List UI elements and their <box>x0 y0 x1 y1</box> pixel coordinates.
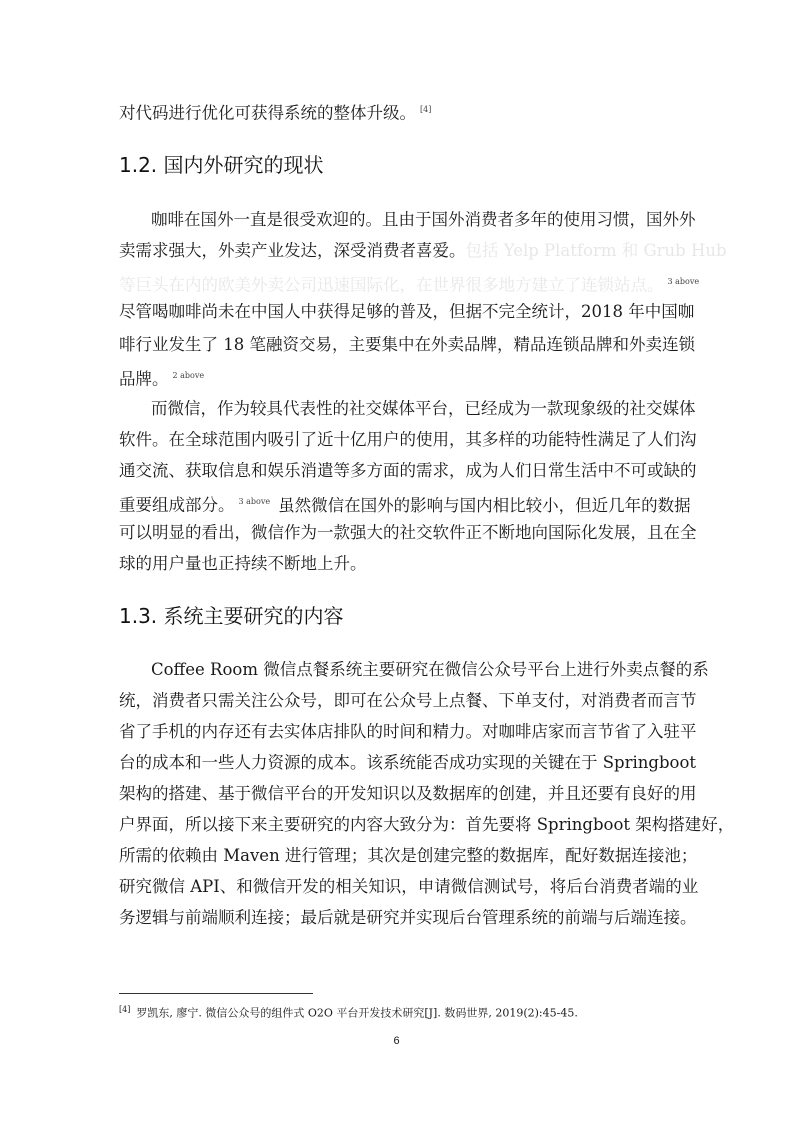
paragraph-line <box>119 691 697 711</box>
paragraph-text: 所需的依赖由 Maven 进行管理；其次是创建完整的数据库，配好数据连接池； <box>119 846 698 865</box>
citation-ref: 2 above <box>172 371 205 380</box>
paragraph-text: 可以明显的看出，微信作为一款强大的社交软件正不断地向国际化发展，且在全 <box>119 523 697 542</box>
faded-text: 包括 Yelp Platform 和 Grub Hub <box>465 241 727 260</box>
paragraph-text: 品牌。 <box>119 369 169 389</box>
paragraph-text: 虽然微信在国外的影响与国内相比较小，但近几年的数据 <box>278 495 691 515</box>
paragraph-line <box>119 461 697 481</box>
citation-ref: 3 above <box>667 277 700 286</box>
faded-text: 等巨头在内的欧美外卖公司迅速国际化，在世界很多地方建立了连锁站点。 <box>119 275 664 295</box>
paragraph-line <box>119 335 695 355</box>
paragraph-text: 软件。在全球范围内吸引了近十亿用户的使用，其多样的功能特性满足了人们沟 <box>119 430 697 449</box>
paragraph-text: 台的成本和一些人力资源的成本。该系统能否成功实现的关键在于 Springboot <box>119 753 697 772</box>
paragraph-line <box>119 877 699 897</box>
paragraph-text: 啡行业发生了 18 笔融资交易，主要集中在外卖品牌，精品连锁品牌和外卖连锁 <box>119 335 695 354</box>
paragraph-text: 尽管喝咖啡尚未在中国人中获得足够的普及，但据不完全统计，2018 年中国咖 <box>119 302 695 321</box>
paragraph-line <box>151 399 696 419</box>
footnote-mark: [4] <box>119 1005 131 1014</box>
paragraph-line <box>151 660 709 680</box>
paragraph-line <box>119 722 697 742</box>
paragraph-line <box>119 554 679 574</box>
section-heading-1-3: 1.3. 系统主要研究的内容 <box>119 604 344 628</box>
paragraph-text: 研究微信 API、和微信开发的相关知识，申请微信测试号，将后台消费者端的业 <box>119 877 699 896</box>
paragraph-text: 对代码进行优化可获得系统的整体升级。 <box>119 103 416 123</box>
paragraph-line <box>119 846 698 866</box>
paragraph-text: 卖需求强大，外卖产业发达，深受消费者喜爱。 <box>119 241 466 260</box>
paragraph-line <box>119 302 695 322</box>
paragraph-text: 重要组成部分。 <box>119 495 235 515</box>
paragraph-line <box>119 815 735 835</box>
paragraph-line <box>119 272 700 296</box>
paragraph-text: 球的用户量也正持续不断地上升。 <box>119 554 367 573</box>
paragraph-text: 统，消费者只需关注公众号，即可在公众号上点餐、下单支付，对消费者而言节 <box>119 691 697 710</box>
paragraph-line <box>119 366 679 390</box>
page-number: 6 <box>393 1035 400 1047</box>
paragraph-line <box>119 100 679 124</box>
paragraph-line <box>119 430 697 450</box>
paragraph-line <box>119 492 691 516</box>
paragraph-text: Coffee Room 微信点餐系统主要研究在微信公众号平台上进行外卖点餐的系 <box>151 660 709 679</box>
paragraph-text: 务逻辑与前端顺利连接；最后就是研究并实现后台管理系统的前端与后端连接。 <box>119 908 697 927</box>
footnote <box>119 1003 578 1021</box>
paragraph-text: 通交流、获取信息和娱乐消遣等多方面的需求，成为人们日常生活中不可或缺的 <box>119 461 697 480</box>
paragraph-text: 户界面，所以接下来主要研究的内容大致分为：首先要将 Springboot 架构搭建好， <box>119 815 735 834</box>
section-heading-1-2: 1.2. 国内外研究的现状 <box>119 153 324 177</box>
paragraph-line <box>119 241 727 261</box>
paragraph-line <box>119 784 697 804</box>
paragraph-line <box>151 210 696 230</box>
footnote-text: 罗凯东, 廖宁. 微信公众号的组件式 O2O 平台开发技术研究[J]. 数码世界, 2019(2):45-45. <box>136 1006 578 1020</box>
footnote-divider <box>119 993 313 994</box>
paragraph-text: 架构的搭建、基于微信平台的开发知识以及数据库的创建，并且还要有良好的用 <box>119 784 697 803</box>
citation-ref: [4] <box>420 105 432 114</box>
paragraph-text: 而微信，作为较具代表性的社交媒体平台，已经成为一款现象级的社交媒体 <box>151 399 696 418</box>
paragraph-line <box>119 523 697 543</box>
paragraph-text: 咖啡在国外一直是很受欢迎的。且由于国外消费者多年的使用习惯，国外外 <box>151 210 696 229</box>
paragraph-text: 省了手机的内存还有去实体店排队的时间和精力。对咖啡店家而言节省了入驻平 <box>119 722 697 741</box>
citation-ref: 3 above <box>238 497 271 506</box>
paragraph-line <box>119 908 697 928</box>
paragraph-line <box>119 753 697 773</box>
